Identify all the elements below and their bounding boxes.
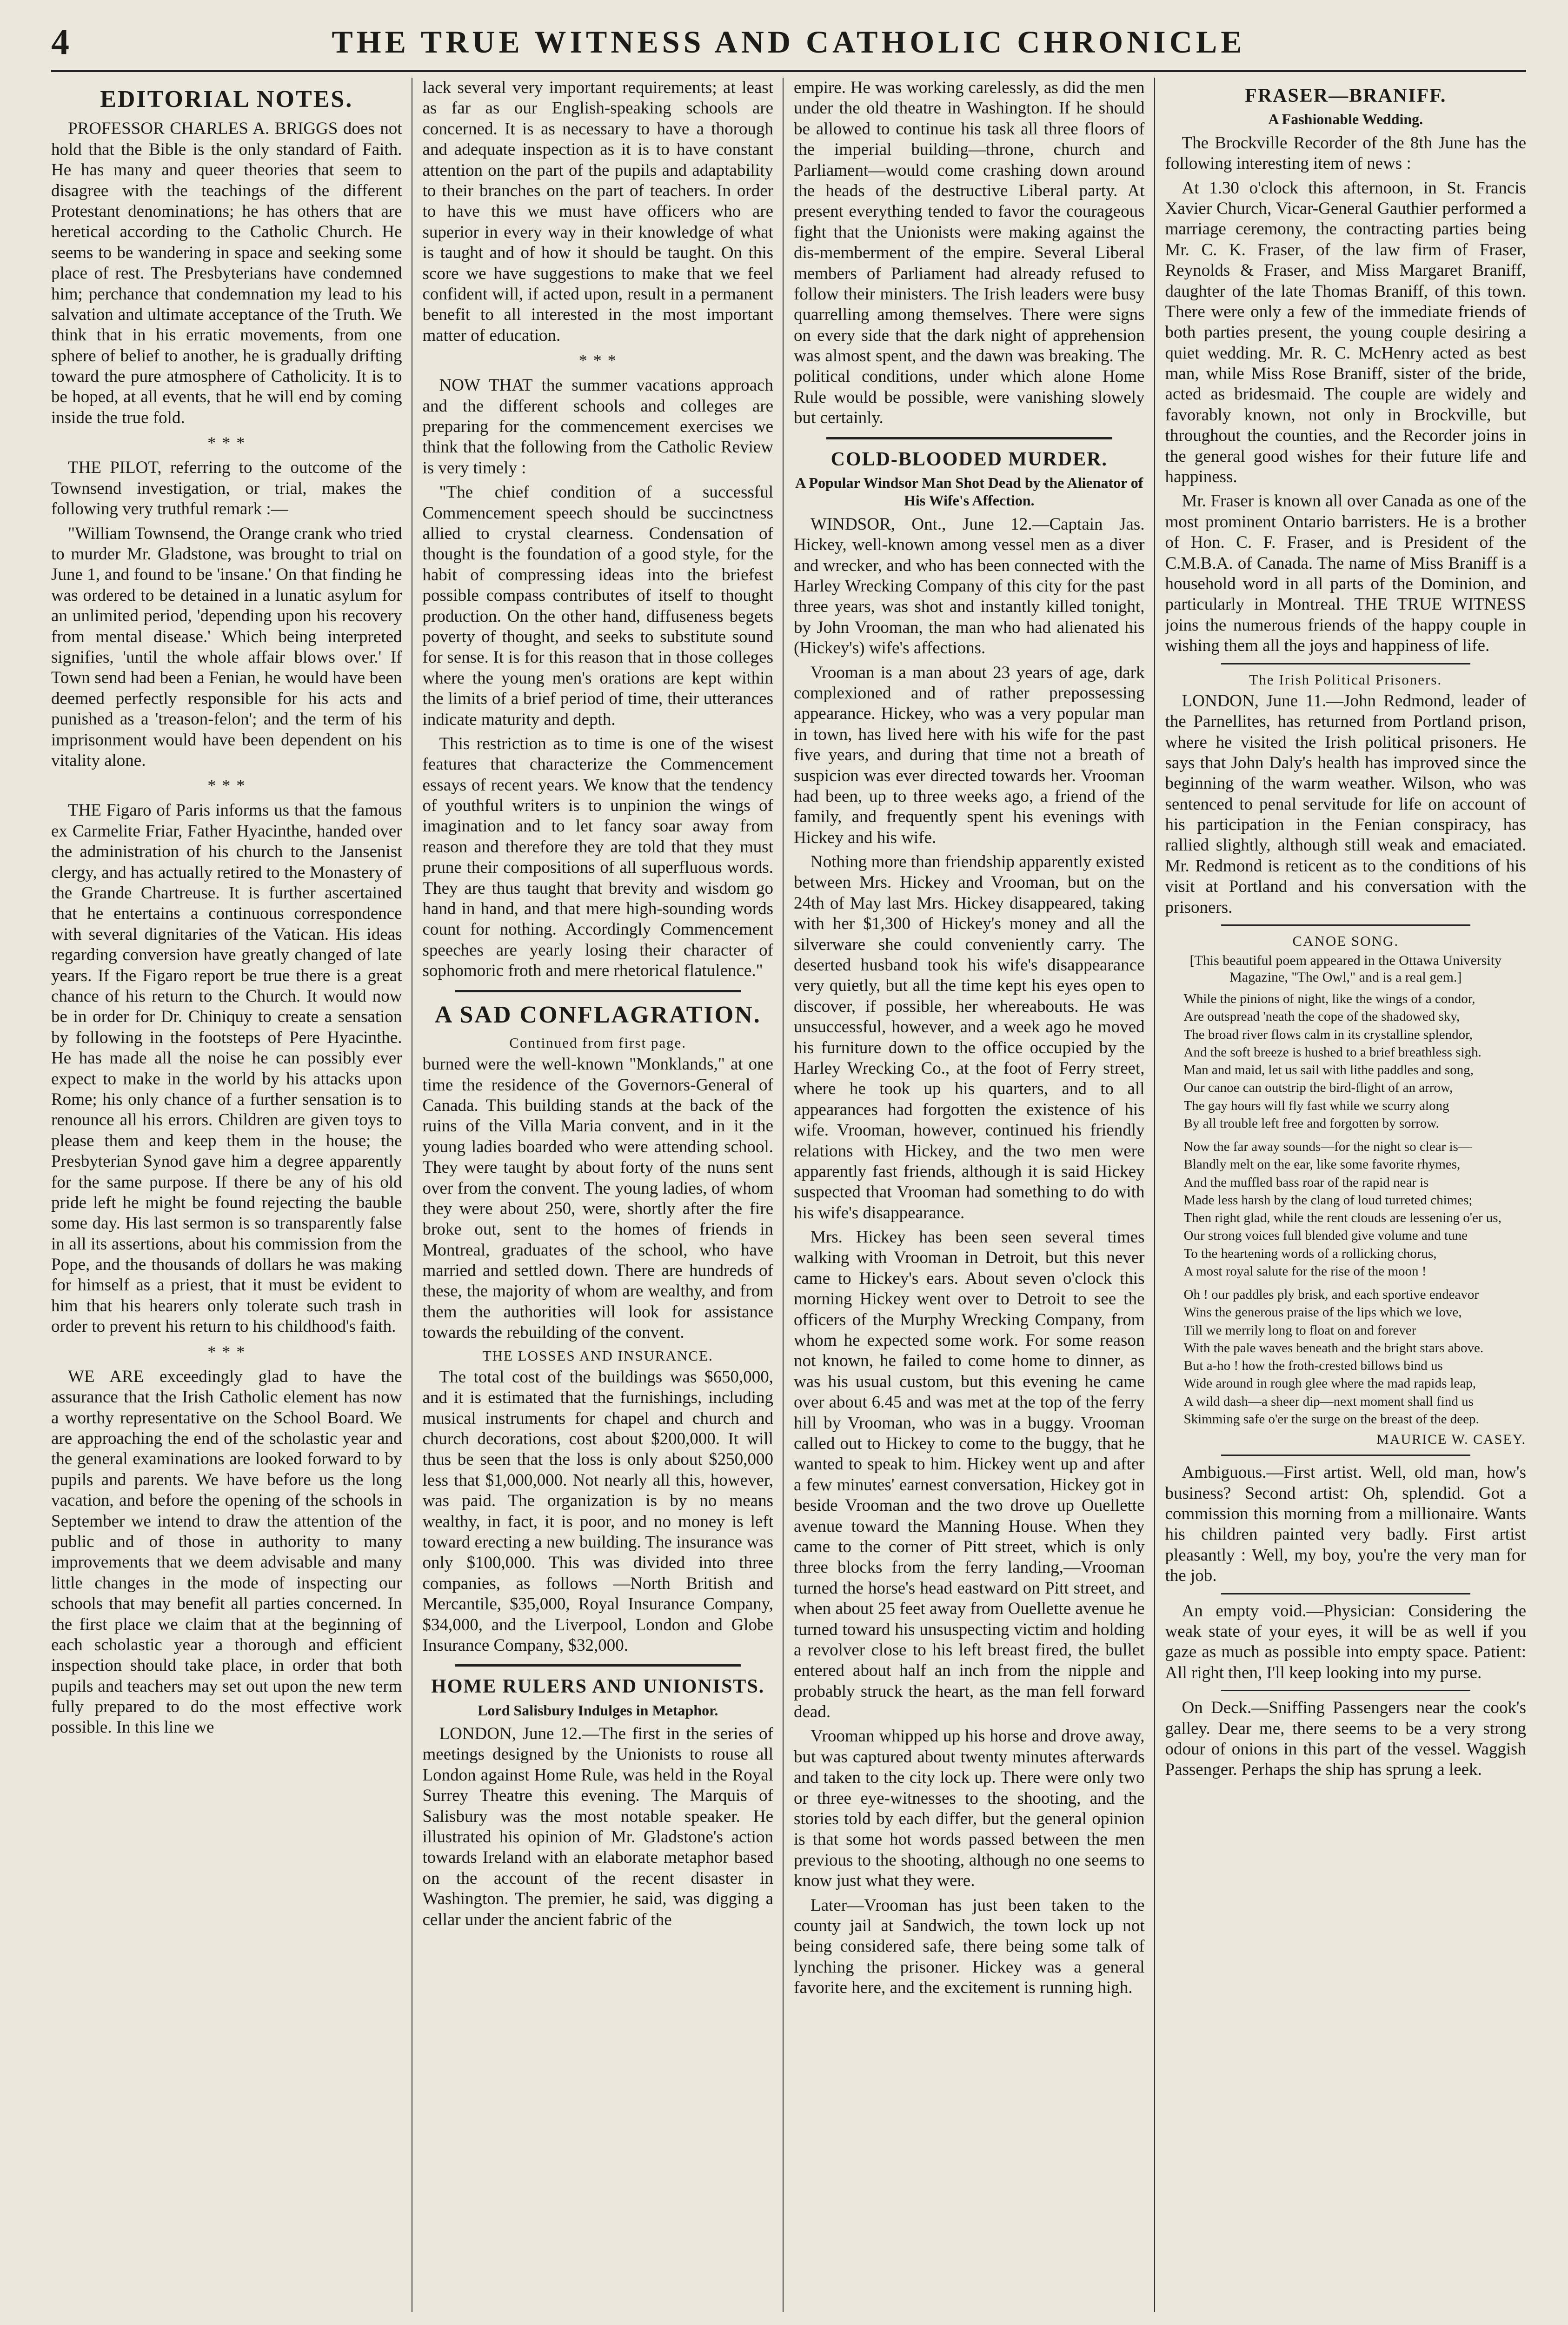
column-1 (51, 78, 412, 2312)
poem-line: Our canoe can outstrip the bird-flight of an arrow, (1183, 1080, 1453, 1096)
conflagration-heading: A SAD CONFLAGRATION. (434, 1001, 761, 1028)
separator-stars: * * * (207, 776, 246, 795)
poem-line: But a-ho ! how the froth-crested billows bind us (1183, 1358, 1443, 1374)
editorial-townsend-quote: "William Townsend, the Orange crank who tried to murder Mr. Gladstone, was brought to trial on June 1, and found to be 'insane.' On that finding he was ordered to be detained in a lunatic asylum for an unlimited period, 'depending upon his recovery from mental disease.' Which being interpreted signifies, 'until the whole affair blows over.' If Town send had been a Fenian, he would have been deemed perfectly responsible for his acts and punished as a 'treason-felon'; and the term of his imprisonment would have been dependent on his vitality alone. (51, 524, 402, 770)
poem-line: By all trouble left free and forgotten by sorrow. (1183, 1116, 1439, 1131)
murder-text-1: WINDSOR, Ont., June 12.—Captain Jas. Hickey, well-known among vessel men as a diver and wrecker, and who has been connected with the Harley Wrecking Company of this city for the past three years, was shot and instantly killed tonight, by John Vrooman, the man who had alienated his (Hickey's) wife's affections. (794, 514, 1145, 658)
section-rule (1221, 1455, 1471, 1456)
poem-line: And the muffled bass roar of the rapid near is (1183, 1175, 1429, 1190)
editorial-figaro: THE Figaro of Paris informs us that the famous ex Carmelite Friar, Father Hyacinthe, handed over the administration of his church to the Jansenist clergy, and has actually retired to the Monastery of the Grande Chartreuse. It is further ascertained that he entertains a continuous correspondence with several dignitaries of the Vatican. His ideas regarding conversion have greatly changed of late years. If the Figaro report be true there is a great chance of his return to the Church. It would now be in order for Dr. Chiniquy to create a sensation by following in the footsteps of Pere Hyacinthe. He has made all the noise he can possibly ever expect to make in the world by his attacks upon Rome; his only chance of a further sensation is to renounce all his errors. Children are given toys to please them and keep them in the house; the Presbyterian Synod gave him a degree apparently for the same purpose. If there be any of his old pride left he might be found rejecting the bauble some day. His last sermon is so transparently false in all its assertions, about his commission from the Pope, and the thousands of dollars he was making for himself as a priest, that it must be evident to him that his hearers only tolerate such trash in order to prevent his return to his childhood's faith. (51, 801, 402, 1336)
poem-line: Are outspread 'neath the cope of the shadowed sky, (1183, 1009, 1460, 1024)
poem-line: While the pinions of night, like the wings of a condor, (1183, 991, 1475, 1007)
irish-prisoners-text: LONDON, June 11.—John Redmond, leader of the Parnellites, has returned from Portland prison, where he visited the Irish political prisoners. He says that John Daly's health has improved since the beginning of the warm weather. Wilson, who was sentenced to penal servitude for life on account of his participation in the Fenian conspiracy, has rallied slightly, although still weak and emaciated. Mr. Redmond is reticent as to the conditions of his visit at Portland and his conversation with the prisoners. (1165, 691, 1526, 917)
joke-empty-void: An empty void.—Physician: Considering the weak state of your eyes, it will be as well if you gaze as much as possible into empty space. Patient: All right then, I'll keep looking into my purse. (1165, 1601, 1526, 1682)
poem-line: The gay hours will fly fast while we scurry along (1183, 1098, 1449, 1113)
editorial-pilot: THE PILOT, referring to the outcome of the Townsend investigation, or trial, makes the following very truthful remark :— (51, 458, 402, 519)
home-rulers-subheading: Lord Salisbury Indulges in Metaphor. (478, 1701, 718, 1719)
column-4 (1165, 78, 1527, 2312)
poem-line: The broad river flows calm in its crystalline splendor, (1183, 1027, 1473, 1042)
section-rule (1221, 1593, 1471, 1594)
poem-line: Wide around in rough glee where the mad rapids leap, (1183, 1376, 1476, 1391)
editorial-school-board: WE ARE exceedingly glad to have the assurance that the Irish Catholic element has now a worthy representative on the School Board. We are approaching the end of the scholastic year and the general examinations are looked forward to by pupils and parents. We have before us the long vacation, and before the opening of the schools in September we intend to draw the attention of the public and of those in authority to many improvements that we deem advisable and many little changes in the mode of inspecting our schools that may benefit all parties concerned. In the first place we claim that at the beginning of each scholastic year a thorough and efficient inspection should take place, in order that both pupils and teachers may set out upon the new term fully prepared to do the most effective work possible. In this line we (51, 1367, 402, 1737)
column-3 (794, 78, 1155, 2312)
irish-prisoners-heading: The Irish Political Prisoners. (1249, 671, 1442, 688)
home-rulers-heading: HOME RULERS AND UNIONISTS. (431, 1676, 765, 1698)
losses-subheading: THE LOSSES AND INSURANCE. (482, 1347, 713, 1364)
murder-text-4: Mrs. Hickey has been seen several times walking with Vrooman in Detroit, but this never came to Hickey's ears. About seven o'clock this morning Hickey went over to Detroit to see the officers of the Murphy Wrecking Company, from whom he expected some work. For some reason not known, he failed to come home to dinner, as was his usual custom, but this evening he came over about 6.45 and was met at the top of the ferry hill by Vrooman, who was in a buggy. Vrooman called out to Hickey to come to the buggy, that he wanted to speak to him. Hickey went up and after a few minutes' earnest conversation, Hickey got in beside Vrooman and the two drove up Ouellette avenue toward the Manning House. When they came to the corner of Pitt street, which is only three blocks from the ferry landing,—Vrooman turned the horse's head eastward on Pitt street, and when about 25 feet away from Ouellette avenue he turned toward his unsuspecting victim and holding a revolver close to his left breast fired, the bullet entered about half an inch from the nipple and probably struck the heart, as the man fell forward dead. (794, 1228, 1145, 1722)
poem-line: A most royal salute for the rise of the moon ! (1183, 1263, 1427, 1279)
poem-line: Now the far away sounds—for the night so clear is— (1183, 1139, 1472, 1155)
murder-text-3: Nothing more than friendship apparently existed between Mrs. Hickey and Vrooman, but on the 24th of May last Mrs. Hickey disappeared, taking with her $1,300 of Hickey's money and all the silverware she could conveniently carry. The deserted husband took his wife's disappearance very quietly, but all the time kept his eyes open to discover, if possible, her whereabouts. He was unsuccessful, however, and a week ago he moved his furniture down to the office occupied by the Harley Wrecking Co., at the foot of Ferry street, where he took up his quarters, and to all appearances had forgotten the existence of his wife. Vrooman, however, continued his friendly relations with Hickey, and the two men were apparently fast friends, although it is said Hickey suspected that Vrooman had something to do with his wife's disappearance. (794, 852, 1145, 1222)
joke-on-deck: On Deck.—Sniffing Passengers near the cook's galley. Dear me, there seems to be a very strong odour of onions in this part of the vessel. Waggish Passenger. Perhaps the ship has sprung a leek. (1165, 1698, 1526, 1780)
masthead (51, 14, 1526, 72)
murder-text-2: Vrooman is a man about 23 years of age, dark complexioned and of rather prepossessing appearance. Hickey, who was a very popular man in town, has lived here with his wife for the past five years, and during that time not a breath of suspicion was ever directed towards her. Vrooman had been, up to three weeks ago, a friend of the family, and frequently spent his evenings with Hickey and his wife. (794, 663, 1145, 847)
poem-line: Oh ! our paddles ply brisk, and each sportive endeavor (1183, 1287, 1479, 1302)
poem-line: Skimming safe o'er the surge on the breast of the deep. (1183, 1411, 1479, 1427)
wedding-heading: FRASER—BRANIFF. (1245, 85, 1447, 106)
editorial-briggs: PROFESSOR CHARLES A. BRIGGS does not hold that the Bible is the only standard of Faith. He has many and queer theories that seem to disagree with the teachings of the different Protestant denominations; he has others that are heretical according to the Catholic Church. He seems to be wandering in space and seeking some place of rest. The Presbyterians have condemned him; perchance that condemnation my lead to his salvation and ultimate acceptance of the Truth. We think that in his erratic movements, from one sphere of belief to another, he is gradually drifting toward the pure atmosphere of Catholicity. It is to be hoped, at all events, that he will end by coming inside the true fold. (51, 119, 402, 427)
poem-line: With the pale waves beneath and the bright stars above. (1183, 1340, 1484, 1355)
canoe-song-poem (1165, 990, 1527, 1428)
wedding-subheading: A Fashionable Wedding. (1268, 111, 1423, 128)
poem-line: Till we merrily long to float on and forever (1183, 1322, 1416, 1338)
murder-text-6: Later—Vrooman has just been taken to the county jail at Sandwich, the town lock up not being considered safe, there being some talk of lynching the prisoner. Hickey was a general favorite here, and the excitement is running high. (794, 1895, 1145, 1998)
section-rule (1221, 1690, 1471, 1691)
murder-subheading: A Popular Windsor Man Shot Dead by the Alienator of His Wife's Affection. (795, 474, 1143, 509)
section-rule (455, 990, 741, 992)
catholic-review-quote: "The chief condition of a successful Commencement speech should be succinctness allied to crystal clearness. Condensation of thought is the foundation of a good style, for the habit of compressing ideas into the briefest possible compass contributes of itself to thought production. On the other hand, diffuseness begets poverty of thought, and seeks to substitute sound for sense. It is for this reason that in those colleges where the young men's orations are kept within the limits of a brief period of time, their utterances indicate maturity and depth. (422, 483, 773, 729)
poem-line: Man and maid, let us sail with lithe paddles and song, (1183, 1063, 1474, 1078)
page-number: 4 (51, 21, 69, 62)
column-2 (423, 78, 784, 2312)
catholic-review-quote-2: This restriction as to time is one of the wisest features that characterize the Commencement essays of recent years. We know that the tendency of youthful writers is to unpinion the wings of imagination and to let fancy soar away from reason and therefore they are told that they must prune their compositions of all superfluous words. They are thus taught that brevity and wisdom go hand in hand, and that mere high-sounding words count for nothing. Accordingly Commencement speeches are yearly losing their character of sophomoric froth and mere rhetorical flatulence." (422, 734, 773, 981)
paper-title: THE TRUE WITNESS AND CATHOLIC CHRONICLE (332, 24, 1246, 60)
poem-line: Made less harsh by the clang of loud turreted chimes; (1183, 1192, 1473, 1208)
poem-line: Wins the generous praise of the lips which we love, (1183, 1305, 1462, 1320)
home-rulers-text: LONDON, June 12.—The first in the series of meetings designed by the Unionists to rouse all London against Home Rule, was held in the Royal Surrey Theatre this evening. The Marquis of Salisbury was the most notable speaker. He illustrated his opinion of Mr. Gladstone's action towards Ireland with an elaborate metaphor based on the account of the recent disaster in Washington. The premier, he said, was digging a cellar under the ancient fabric of the (422, 1724, 773, 1929)
separator-stars: * * * (578, 351, 617, 370)
losses-text: The total cost of the buildings was $650,000, and it is estimated that the furnishings, including musical instruments for chapel and church and church decorations, cost about $200,000. It will thus be seen that the loss is only about $250,000 less that $1,000,000. Not nearly all this, however, was paid. The organization is by no means wealthy, in fact, it is poor, and no money is left toward erecting a new building. The insurance was only $100,000. This was divided into three companies, as follows —North British and Mercantile, $35,000, Royal Insurance Company, $34,000, and the Liverpool, London and Globe Insurance Company, $32,000. (422, 1367, 773, 1655)
poem-line: Our strong voices full blended give volume and tune (1183, 1228, 1468, 1243)
article-columns (51, 78, 1526, 2312)
poem-line: Blandly melt on the ear, like some favorite rhymes, (1183, 1157, 1461, 1172)
section-rule (826, 437, 1112, 439)
murder-text-5: Vrooman whipped up his horse and drove away, but was captured about twenty minutes afterwards and taken to the city lock up. There were only two or three eye-witnesses to the shooting, and the stories told by each differ, but the general opinion is that some hot words passed between the men previous to the shooting, although no one seems to know just what they were. (794, 1727, 1145, 1891)
section-rule (1221, 663, 1471, 664)
poem-line: To the heartening words of a rollicking chorus, (1183, 1246, 1437, 1261)
editorial-notes-heading: EDITORIAL NOTES. (100, 86, 353, 113)
separator-stars: * * * (207, 1342, 246, 1361)
conflagration-continued: Continued from first page. (509, 1034, 687, 1051)
poem-line: And the soft breeze is hushed to a brief breathless sigh. (1183, 1044, 1482, 1060)
poem-line: Then right glad, while the rent clouds are lessening o'er us, (1183, 1210, 1502, 1226)
joke-ambiguous: Ambiguous.—First artist. Well, old man, how's business? Second artist: Oh, splendid. Got a commission this morning from a millionaire. Wants his children painted very badly. First artist pleasantly : Well, my boy, you're the very man for the job. (1165, 1463, 1526, 1586)
poem-line: A wild dash—a sheer dip—next moment shall find us (1183, 1394, 1474, 1409)
canoe-song-note: [This beautiful poem appeared in the Ottawa University Magazine, "The Owl," and is a real gem.] (1189, 953, 1502, 985)
wedding-text-2: At 1.30 o'clock this afternoon, in St. Francis Xavier Church, Vicar-General Gauthier performed a marriage ceremony, the contracting parties being Mr. C. K. Fraser, of the law firm of Fraser, Reynolds & Fraser, and Miss Margaret Braniff, daughter of the late Thomas Braniff, of this town. There were only a few of the immediate friends of both parties present, the young couple desiring a quiet wedding. Mr. R. C. McHenry acted as best man, while Miss Rose Braniff, sister of the bride, acted as bridesmaid. The couple are widely and favorably known, not only in Brockville, but throughout the counties, and the Recorder joins in the general good wishes for their future life and happiness. (1165, 178, 1526, 487)
conflagration-text: burned were the well-known "Monklands," at one time the residence of the Governors-General of Canada. This building stands at the back of the ruins of the Villa Maria convent, and in it the young ladies boarded who were attending school. They were taught by about forty of the nuns sent over from the convent. The young ladies, of whom they were about 250, were, shortly after the fire broke out, sent to the homes of friends in Montreal, graduates of the school, who have married and settled down. There are hundreds of these, the majority of whom are wealthy, and from them the authorities will look for assistance towards the rebuilding of the convent. (422, 1055, 773, 1342)
editorial-inspection: lack several very important requirements; at least as far as our English-speaking schools are concerned. It is as necessary to have a thorough and adequate inspection as it is to have constant attention on the part of the pupils and adaptability to their branches on the part of teachers. In order to have this we must have officers who are superior in every way in their knowledge of what is taught and of how it should be taught. On this score we have suggestions to make that we feel confident will, if acted upon, result in a permanent benefit to all interested in the most important matter of education. (422, 78, 773, 345)
murder-heading: COLD-BLOODED MURDER. (831, 448, 1108, 470)
editorial-commencement: NOW THAT the summer vacations approach and the different schools and colleges are preparing for the commencement exercises we think that the following from the Catholic Review is very timely : (422, 376, 773, 478)
home-rulers-continued: empire. He was working carelessly, as did the men under the old theatre in Washington. If he should be allowed to continue his task all three floors of the imperial building—throne, church and Parliament—would come crashing down around the heads of the destructive Liberal party. At present everything tended to favor the courageous fight that the Unionists were making against the dis-memberment of the empire. Several Liberal members of Parliament had already refused to follow their ministers. The Irish leaders were busy quarrelling among themselves. There were signs on every side that the dark night of apprehension was almost spent, and the dawn was breaking. The political conditions, under which alone Home Rule would be possible, were vanishing slowely but certainly. (794, 78, 1145, 428)
separator-stars: * * * (207, 433, 246, 452)
canoe-song-heading: CANOE SONG. (1292, 933, 1399, 950)
section-rule (455, 1664, 741, 1667)
wedding-text-3: Mr. Fraser is known all over Canada as one of the most prominent Ontario barristers. He is a brother of Hon. C. F. Fraser, and is President of the C.M.B.A. of Canada. The name of Miss Braniff is a household word in all parts of the Dominion, and particularly in Montreal. THE TRUE WITNESS joins the numerous friends of the happy couple in wishing them all the joys and happiness of life. (1165, 492, 1526, 656)
poem-author: MAURICE W. CASEY. (1376, 1432, 1526, 1448)
section-rule (1221, 924, 1471, 926)
wedding-text-1: The Brockville Recorder of the 8th June has the following interesting item of news : (1165, 133, 1526, 173)
